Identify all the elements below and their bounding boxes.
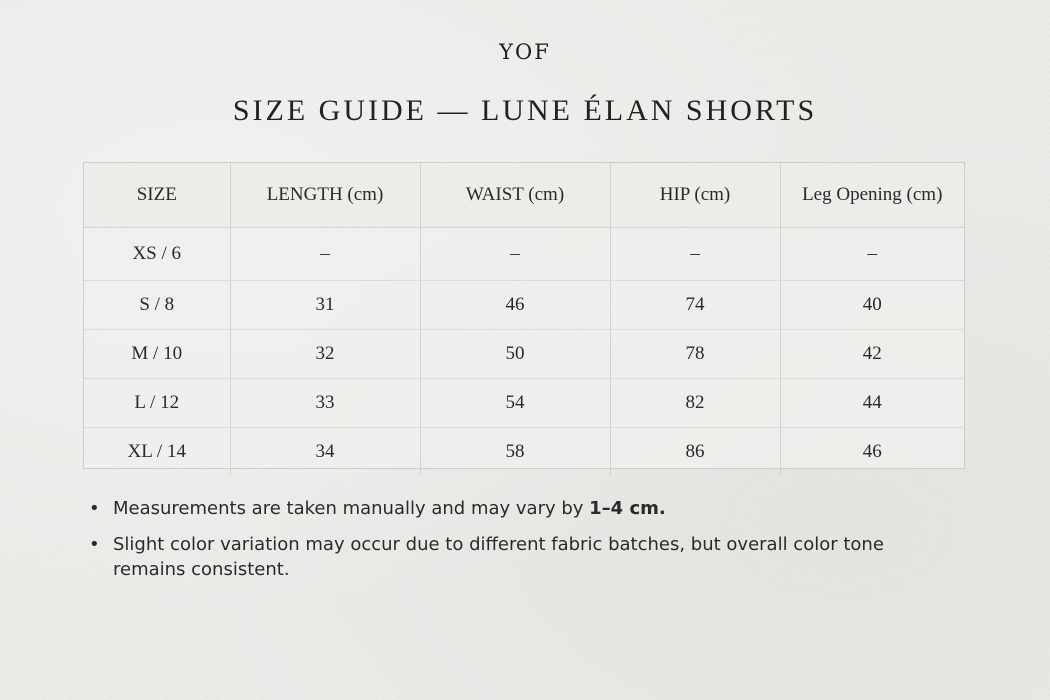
column-header-hip: HIP (cm) <box>610 163 780 228</box>
length-cell: 32 <box>230 330 420 379</box>
leg-opening-cell: 42 <box>780 330 964 379</box>
column-header-leg-opening: Leg Opening (cm) <box>780 163 964 228</box>
column-header-size: SIZE <box>84 163 230 228</box>
waist-cell: 50 <box>420 330 610 379</box>
waist-cell: 54 <box>420 379 610 428</box>
note-color-variation <box>88 532 888 582</box>
length-cell: 34 <box>230 428 420 476</box>
waist-cell: 46 <box>420 281 610 330</box>
note-measurement-variance <box>88 496 888 521</box>
hip-cell: – <box>610 228 780 281</box>
table-row <box>84 281 964 330</box>
note-text: Slight color variation may occur due to different fabric batches, but overall color tone remains consistent. <box>113 534 884 580</box>
size-table-container <box>83 162 965 469</box>
table-header-row <box>84 163 964 228</box>
size-cell: XS / 6 <box>84 228 230 281</box>
size-cell: S / 8 <box>84 281 230 330</box>
hip-cell: 82 <box>610 379 780 428</box>
hip-cell: 86 <box>610 428 780 476</box>
leg-opening-cell: 44 <box>780 379 964 428</box>
size-cell: M / 10 <box>84 330 230 379</box>
size-cell: XL / 14 <box>127 440 186 462</box>
column-header-length: LENGTH (cm) <box>230 163 420 228</box>
note-emphasis: 1–4 cm. <box>589 498 666 519</box>
table-row <box>84 330 964 379</box>
waist-cell: 58 <box>420 428 610 476</box>
table-row <box>84 228 964 281</box>
brand-logo-text: YOF <box>499 40 551 64</box>
leg-opening-cell: 46 <box>780 428 964 476</box>
page-title: SIZE GUIDE — LUNE ÉLAN SHORTS <box>232 94 818 127</box>
waist-cell: – <box>420 228 610 281</box>
size-table <box>84 163 964 475</box>
bullet-icon: • <box>89 534 100 555</box>
size-cell: L / 12 <box>84 379 230 428</box>
leg-opening-cell: – <box>780 228 964 281</box>
leg-opening-cell: 40 <box>780 281 964 330</box>
column-header-waist: WAIST (cm) <box>420 163 610 228</box>
length-cell: 31 <box>230 281 420 330</box>
table-row <box>84 379 964 428</box>
table-row <box>84 428 964 476</box>
length-cell: 33 <box>230 379 420 428</box>
hip-cell: 74 <box>610 281 780 330</box>
hip-cell: 78 <box>610 330 780 379</box>
bullet-icon: • <box>89 498 100 519</box>
note-text: Measurements are taken manually and may vary by <box>113 498 590 519</box>
notes-list <box>88 496 888 593</box>
length-cell: – <box>230 228 420 281</box>
